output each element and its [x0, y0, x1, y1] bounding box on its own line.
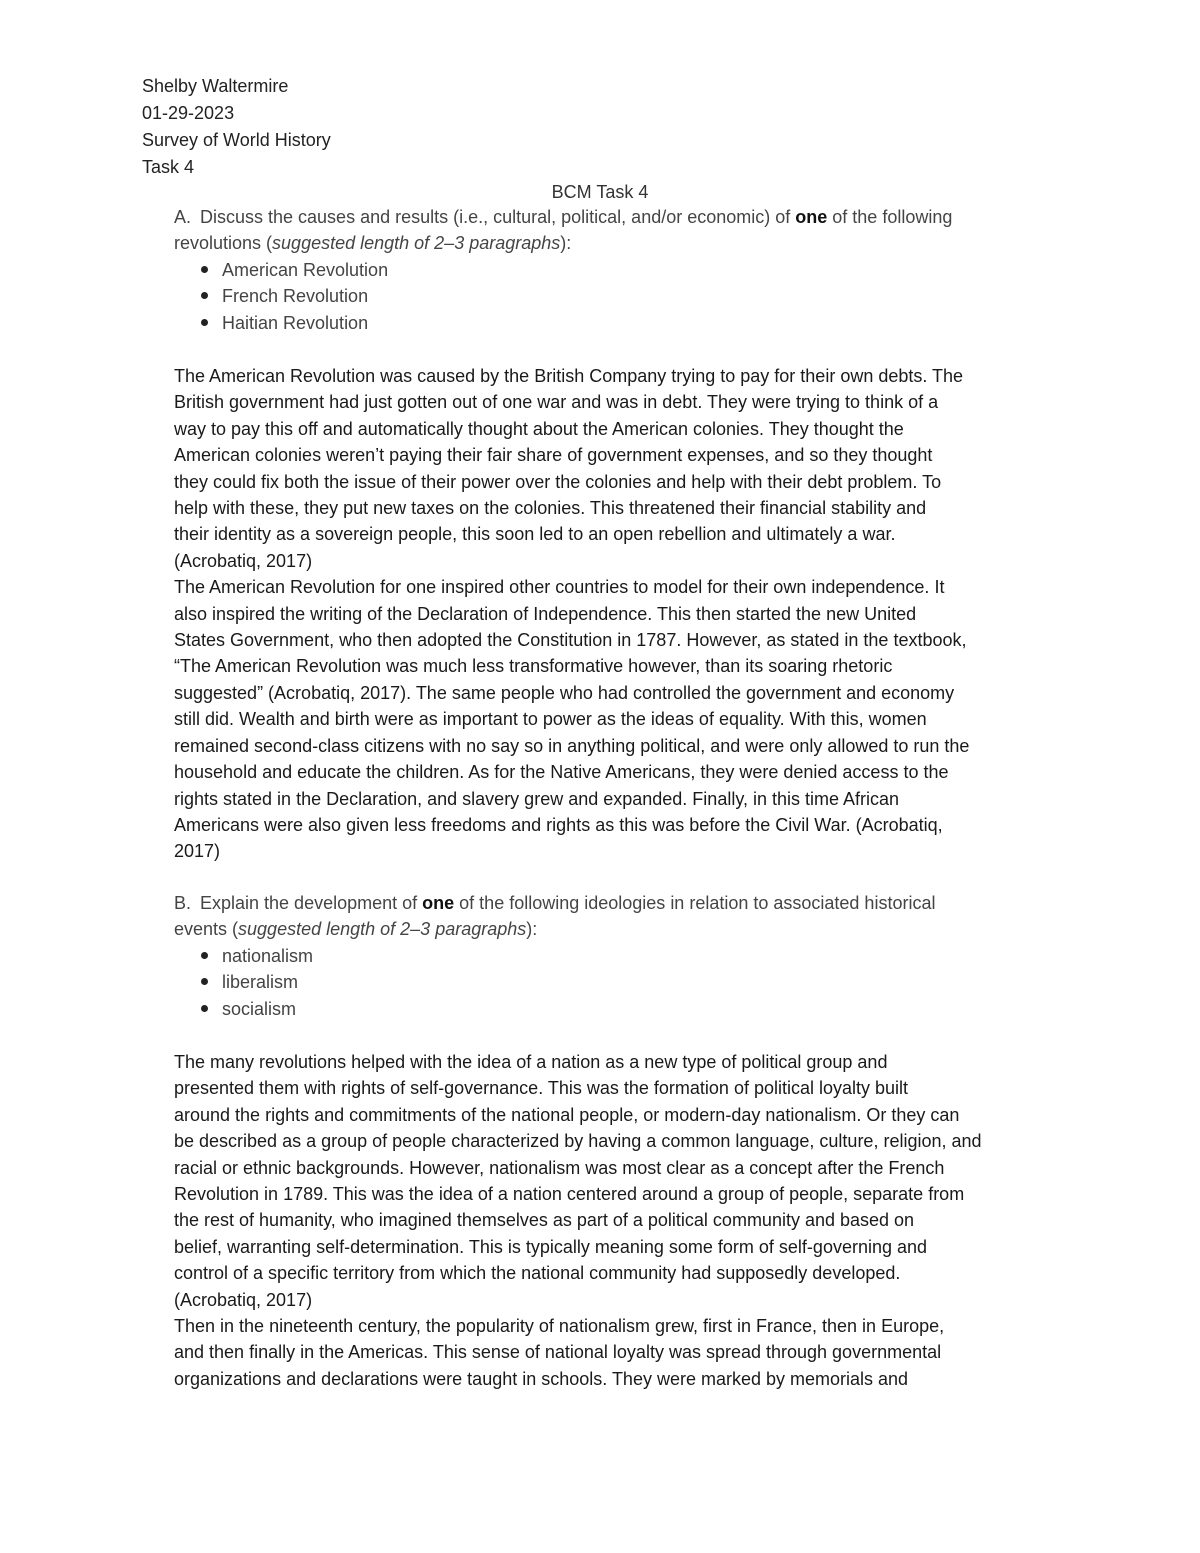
question-b — [174, 890, 1074, 1022]
text-line: help with these, they put new taxes on the colonies. This threatened their financial stability and — [174, 498, 927, 519]
list-item — [174, 257, 1074, 283]
question-a-marker: A. — [174, 207, 192, 227]
question-a-prompt-line2 — [174, 230, 1074, 256]
list-item-label: nationalism — [222, 945, 314, 966]
list-item — [174, 310, 1074, 336]
question-a-prompt — [174, 204, 1074, 230]
answer-b-paragraph-1 — [174, 1049, 1066, 1313]
text-line: be described as a group of people characterized by having a common language, culture, religion, and — [174, 1131, 982, 1152]
document-title: BCM Task 4 — [551, 182, 649, 202]
text-line: and then finally in the Americas. This sense of national loyalty was spread through governmental — [174, 1342, 942, 1363]
text-line: 2017) — [174, 841, 221, 862]
text-line: The American Revolution for one inspired other countries to model for their own independence. It — [174, 577, 945, 598]
question-a — [174, 204, 1074, 336]
list-item-label: liberalism — [222, 972, 299, 993]
list-item — [174, 996, 1074, 1022]
question-a-length-note: suggested length of 2–3 paragraphs — [272, 233, 561, 254]
text-line: States Government, who then adopted the Constitution in 1787. However, as stated in the textbook, — [174, 630, 967, 651]
text-line: their identity as a sovereign people, this soon led to an open rebellion and ultimately a war. — [174, 524, 896, 545]
text-line: the rest of humanity, who imagined themselves as part of a political community and based on — [174, 1210, 915, 1231]
text-line: Then in the nineteenth century, the popularity of nationalism grew, first in France, then in Europe, — [174, 1316, 945, 1337]
text-line: Americans were also given less freedoms and rights as this was before the Civil War. (Acrobatiq, — [174, 814, 943, 835]
text-line: they could fix both the issue of their power over the colonies and help with their debt problem. To — [174, 471, 942, 492]
question-b-text: Explain the development of — [200, 893, 423, 913]
text-line: remained second-class citizens with no say so in anything political, and were only allowed to run the — [174, 735, 970, 756]
list-item-label: French Revolution — [222, 286, 369, 307]
course-name: Survey of World History — [142, 130, 331, 150]
text-line: organizations and declarations were taught in schools. They were marked by memorials and — [174, 1368, 909, 1389]
text-line: American colonies weren’t paying their fair share of government expenses, and so they thought — [174, 445, 933, 466]
answer-b — [174, 1049, 1066, 1392]
answer-a — [174, 363, 1066, 865]
bullet-icon — [201, 1005, 208, 1012]
question-b-line2-end: ): — [526, 919, 538, 940]
question-b-length-note: suggested length of 2–3 paragraphs — [238, 919, 527, 940]
list-item — [174, 283, 1074, 309]
question-a-options — [174, 257, 1074, 336]
text-line: British government had just gotten out of one war and was in debt. They were trying to think of a — [174, 392, 939, 413]
bullet-icon — [201, 319, 208, 326]
text-line: “The American Revolution was much less transformative however, than its soaring rhetoric — [174, 656, 893, 677]
text-line: around the rights and commitments of the national people, or modern-day nationalism. Or they can — [174, 1104, 960, 1125]
text-line: belief, warranting self-determination. This is typically meaning some form of self-governing and — [174, 1236, 928, 1257]
text-line: racial or ethnic backgrounds. However, nationalism was most clear as a concept after the French — [174, 1157, 945, 1178]
answer-b-paragraph-2 — [174, 1313, 1066, 1392]
list-item-label: American Revolution — [222, 259, 389, 280]
bullet-icon — [201, 952, 208, 959]
question-b-options — [174, 943, 1074, 1022]
question-b-text-end: of the following ideologies in relation to associated historical — [454, 893, 936, 913]
question-a-line2-text: revolutions ( — [174, 233, 273, 254]
text-line: presented them with rights of self-governance. This was the formation of political loyalty built — [174, 1078, 909, 1099]
text-line: The many revolutions helped with the idea of a nation as a new type of political group and — [174, 1052, 888, 1072]
text-line: still did. Wealth and birth were as important to power as the ideas of equality. With this, women — [174, 709, 927, 730]
task-label: Task 4 — [142, 157, 195, 177]
bullet-icon — [201, 978, 208, 985]
question-a-text: Discuss the causes and results (i.e., cultural, political, and/or economic) of — [200, 207, 796, 227]
text-line: rights stated in the Declaration, and slavery grew and expanded. Finally, in this time African — [174, 788, 900, 809]
question-b-marker: B. — [174, 893, 192, 913]
list-item — [174, 969, 1074, 995]
answer-a-paragraph-2 — [174, 574, 1066, 864]
text-line: suggested” (Acrobatiq, 2017). The same people who had controlled the government and economy — [174, 682, 955, 703]
answer-a-paragraph-1 — [174, 363, 1066, 574]
author-name: Shelby Waltermire — [142, 76, 289, 96]
question-a-line2-end: ): — [560, 233, 572, 254]
text-line: Revolution in 1789. This was the idea of a nation centered around a group of people, separate from — [174, 1184, 965, 1205]
bullet-icon — [201, 266, 208, 273]
citation: (Acrobatiq, 2017) — [174, 1289, 313, 1310]
list-item — [174, 943, 1074, 969]
question-b-prompt — [174, 890, 1074, 916]
text-line: also inspired the writing of the Declaration of Independence. This then started the new United — [174, 603, 917, 624]
list-item-label: socialism — [222, 998, 297, 1019]
question-b-line2-text: events ( — [174, 919, 239, 940]
author-header — [142, 73, 331, 181]
list-item-label: Haitian Revolution — [222, 312, 369, 333]
question-b-prompt-line2 — [174, 916, 1074, 942]
question-a-emphasis: one — [795, 207, 828, 227]
question-a-text-end: of the following — [827, 207, 953, 227]
text-line: control of a specific territory from which the national community had supposedly developed. — [174, 1263, 901, 1284]
text-line: way to pay this off and automatically thought about the American colonies. They thought the — [174, 418, 904, 439]
text-line: The American Revolution was caused by the British Company trying to pay for their own debts. The — [174, 366, 964, 386]
submission-date: 01-29-2023 — [142, 103, 235, 123]
question-b-emphasis: one — [422, 893, 455, 913]
citation: (Acrobatiq, 2017) — [174, 550, 313, 571]
bullet-icon — [201, 292, 208, 299]
text-line: household and educate the children. As for the Native Americans, they were denied access to the — [174, 762, 949, 783]
